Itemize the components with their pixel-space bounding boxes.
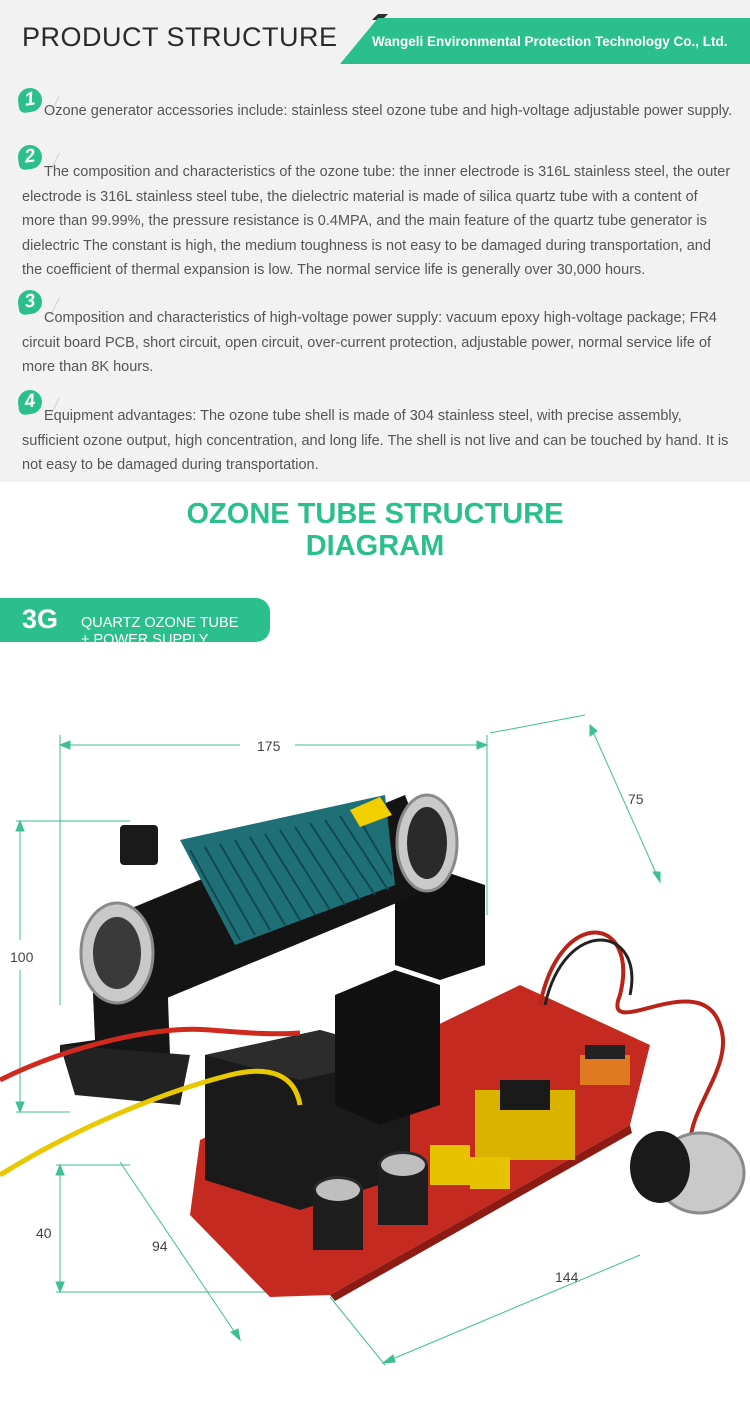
dimension-height-left: 100 <box>10 949 34 965</box>
number-badge-2: 2 <box>16 143 43 170</box>
diagram-heading-line1: OZONE TUBE STRUCTURE <box>186 498 564 530</box>
diagram-section <box>0 585 750 1424</box>
company-name: Wangeli Environmental Protection Technology Co., Ltd. <box>372 34 728 49</box>
list-item-text: Ozone generator accessories include: stainless steel ozone tube and high-voltage adjustable power supply. <box>44 103 733 119</box>
section-header <box>0 0 750 70</box>
dimension-depth-top: 75 <box>628 791 644 807</box>
product-name-line1: QUARTZ OZONE TUBE <box>81 615 239 631</box>
diagram-heading-line2: DIAGRAM <box>305 530 445 562</box>
list-item <box>22 404 734 478</box>
number-badge-1: 1 <box>16 86 43 113</box>
product-name-line2: + POWER SUPPLY <box>81 632 209 648</box>
list-item <box>22 306 734 380</box>
dimension-depth-bottom: 94 <box>152 1238 168 1254</box>
number-badge-4: 4 <box>16 388 43 415</box>
dimension-width-bottom: 144 <box>555 1269 579 1285</box>
dimension-width-top: 175 <box>257 738 281 754</box>
number-badge-3: 3 <box>16 288 43 315</box>
diagram-heading-section <box>0 482 750 585</box>
section-title: PRODUCT STRUCTURE <box>22 22 338 52</box>
list-item-text: Equipment advantages: The ozone tube shell is made of 304 stainless steel, with precise assembly, sufficient ozone output, high concentration, and long life. The shell is not live and can be touched by hand. It is not easy to be damaged during transportation. <box>22 408 729 473</box>
list-item <box>22 99 734 124</box>
ozone-generator-illustration <box>0 585 750 1424</box>
list-item <box>22 160 734 283</box>
dimension-height-bottom: 40 <box>36 1225 52 1241</box>
diagram-heading <box>0 498 750 562</box>
product-structure-section <box>0 0 750 482</box>
product-code: 3G <box>22 604 59 634</box>
list-item-text: The composition and characteristics of the ozone tube: the inner electrode is 316L stainless steel, the outer electrode is 316L stainless steel tube, the dielectric material is made of silica quartz tube with a content of more than 99.99%, the pressure resistance is 0.4MPA, and the main feature of the quartz tube generator is dielectric The constant is high, the medium toughness is not easy to be damaged during transportation, and the coefficient of thermal expansion is low. The normal service life is generally over 30,000 hours. <box>22 164 731 278</box>
list-item-text: Composition and characteristics of high-voltage power supply: vacuum epoxy high-voltage package; FR4 circuit board PCB, short circuit, open circuit, over-current protection, adjustable power, normal service life of more than 8K hours. <box>22 310 717 375</box>
